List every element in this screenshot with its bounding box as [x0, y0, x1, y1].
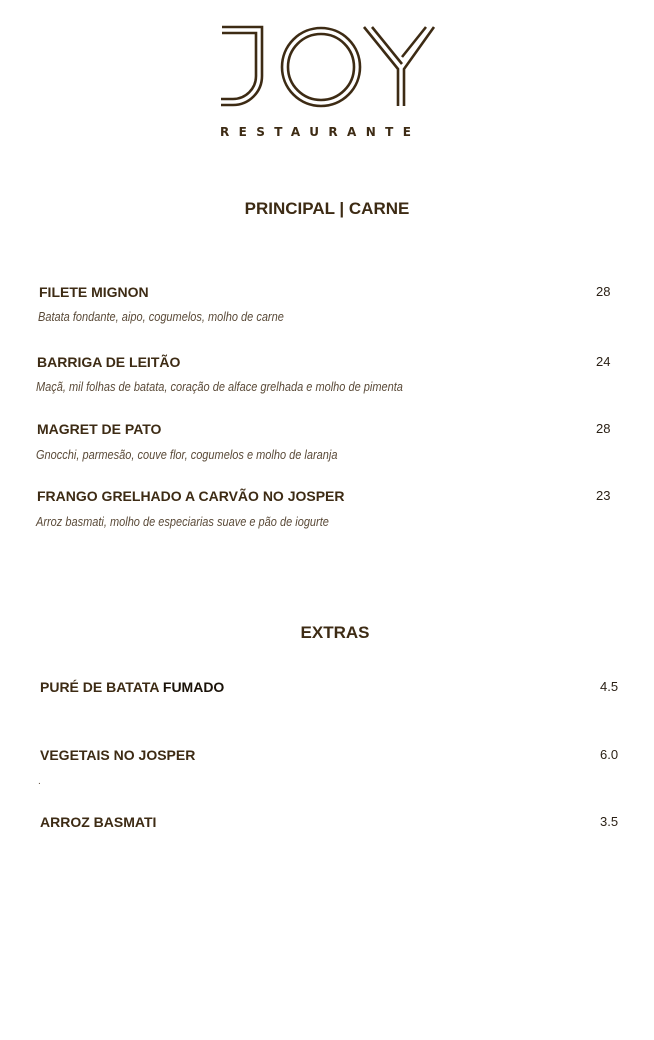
menu-item-description: Batata fondante, aipo, cogumelos, molho de carne — [38, 310, 284, 324]
extra-item-price: 3.5 — [600, 814, 619, 829]
extra-item-name — [40, 679, 224, 695]
extra-item-price: 6.0 — [600, 747, 619, 762]
extra-item-name: VEGETAIS NO JOSPER — [40, 747, 196, 763]
restaurant-subtitle: RESTAURANTE — [220, 125, 421, 139]
menu-item-name: BARRIGA DE LEITÃO — [37, 354, 181, 370]
menu-item-description: Gnocchi, parmesão, couve flor, cogumelos e molho de laranja — [36, 448, 338, 462]
menu-item-description: Maçã, mil folhas de batata, coração de alface grelhada e molho de pimenta — [36, 380, 403, 394]
extra-item-price: 4.5 — [600, 679, 619, 694]
menu-item-name: FRANGO GRELHADO A CARVÃO NO JOSPER — [37, 488, 345, 504]
menu-item-name: FILETE MIGNON — [39, 284, 149, 300]
menu-item-price: 28 — [596, 284, 611, 299]
joy-logo — [218, 24, 438, 112]
extra-item-name-part: PURÉ DE BATATA — [40, 679, 163, 695]
section-title-extras: EXTRAS — [300, 623, 370, 642]
extra-item-name-accent: FUMADO — [162, 679, 225, 695]
menu-item-price: 28 — [596, 421, 611, 436]
menu-item-price: 24 — [596, 354, 611, 369]
extra-item-name: ARROZ BASMATI — [40, 814, 157, 830]
menu-item-price: 23 — [596, 488, 611, 503]
menu-item-name: MAGRET DE PATO — [37, 421, 162, 437]
menu-item-description: Arroz basmati, molho de especiarias suave e pão de iogurte — [36, 515, 329, 529]
extra-item-description: . — [38, 776, 41, 787]
section-title-principal-carne: PRINCIPAL | CARNE — [244, 199, 410, 218]
